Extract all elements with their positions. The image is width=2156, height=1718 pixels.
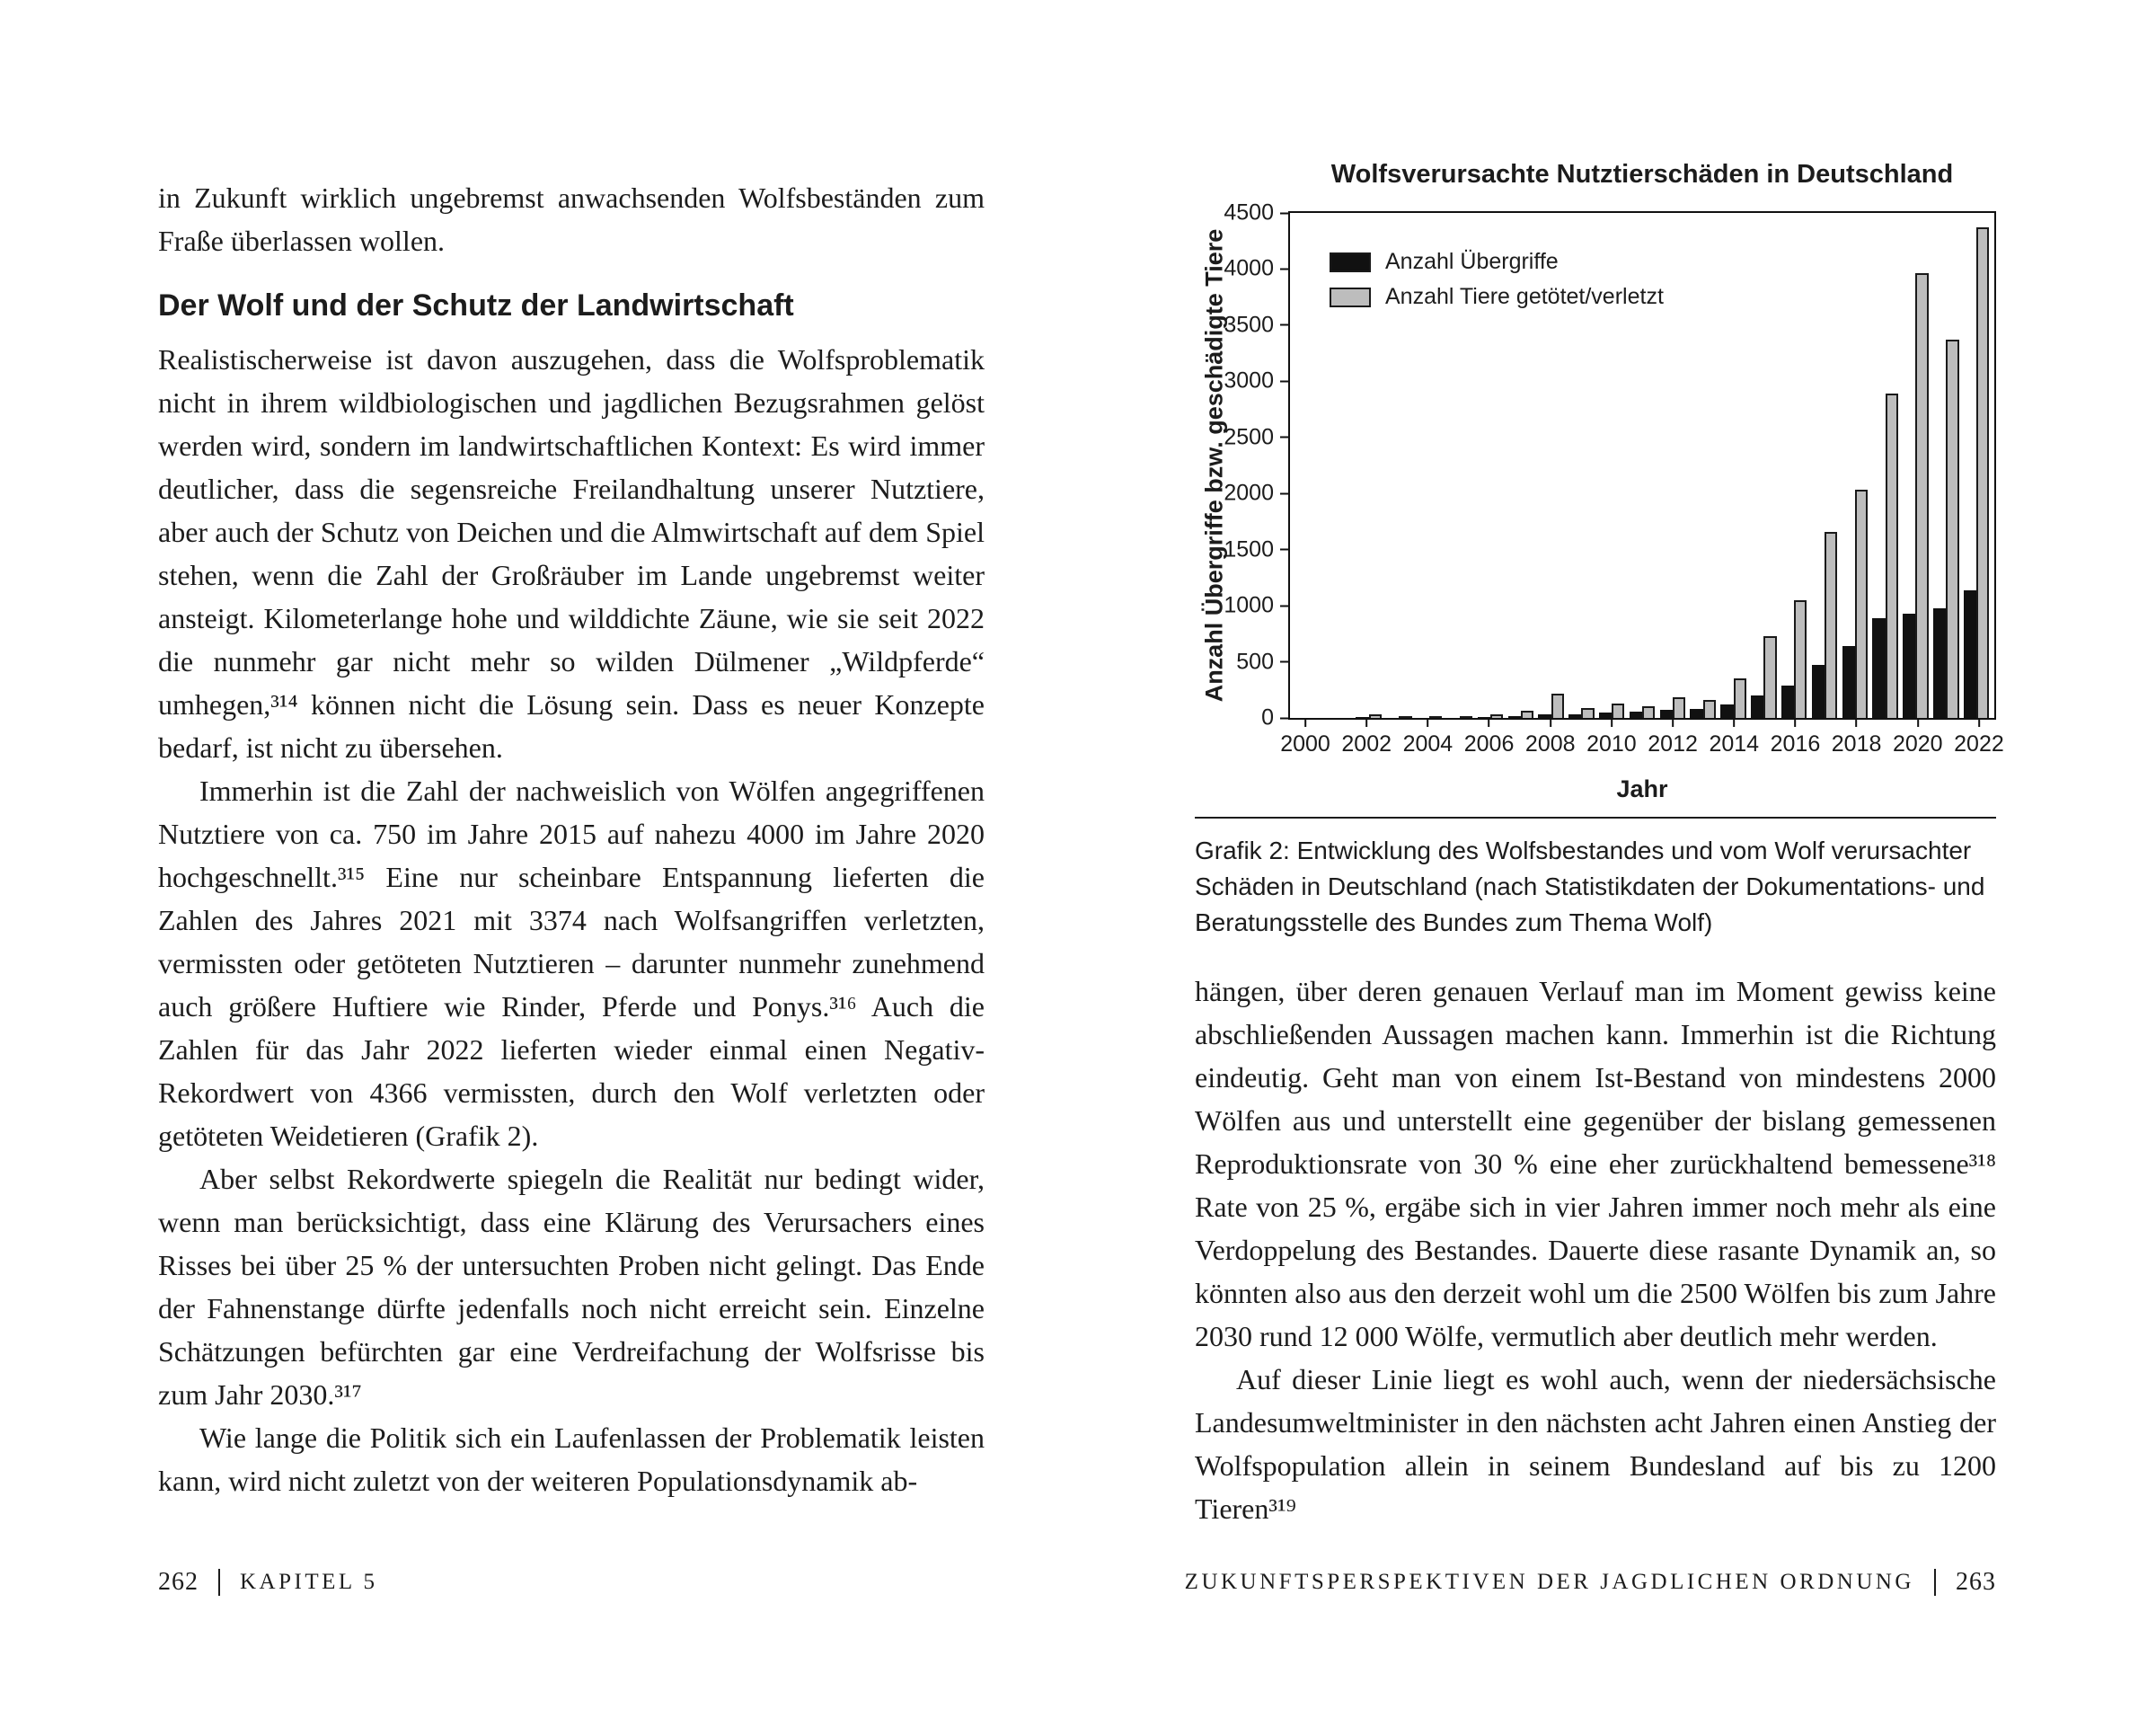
bar bbox=[1964, 590, 1976, 718]
y-tick-2000: 2000 bbox=[1220, 481, 1290, 507]
y-tick-1000: 1000 bbox=[1220, 593, 1290, 619]
x-tick-2012: 2012 bbox=[1648, 718, 1698, 757]
bar-group-2015 bbox=[1748, 213, 1779, 718]
bar-group-2022 bbox=[1961, 213, 1992, 718]
bar bbox=[1551, 694, 1564, 718]
bar bbox=[1855, 490, 1868, 718]
y-tick-2500: 2500 bbox=[1220, 424, 1290, 450]
bar bbox=[1781, 686, 1794, 718]
x-tick-2004: 2004 bbox=[1403, 718, 1454, 757]
page-footer-right bbox=[1185, 1568, 1996, 1597]
footer-divider bbox=[1934, 1569, 1936, 1596]
y-tick-1500: 1500 bbox=[1220, 536, 1290, 562]
running-title: ZUKUNFTSPERSPEKTIVEN DER JAGDLICHEN ORDNUNG bbox=[1184, 1570, 1914, 1594]
bar-group-2000 bbox=[1293, 213, 1323, 718]
paragraph: in Zukunft wirklich ungebremst anwachsenden Wolfsbeständen zum Fraße überlassen wollen. bbox=[158, 182, 985, 257]
bar bbox=[1703, 700, 1716, 718]
legend-item-animals bbox=[1330, 284, 1664, 310]
bar bbox=[1581, 708, 1594, 718]
section-heading: Der Wolf und der Schutz der Landwirtschaft bbox=[158, 288, 794, 323]
x-tick-2020: 2020 bbox=[1893, 718, 1943, 757]
bar-group-2019 bbox=[1870, 213, 1901, 718]
bar bbox=[1690, 709, 1702, 718]
bar-group-2016 bbox=[1779, 213, 1809, 718]
chapter-label: KAPITEL 5 bbox=[240, 1570, 378, 1594]
bar-group-2020 bbox=[1901, 213, 1931, 718]
bar bbox=[1825, 532, 1837, 718]
legend-label-attacks: Anzahl Übergriffe bbox=[1385, 249, 1559, 274]
bar bbox=[1720, 704, 1733, 718]
x-tick-2006: 2006 bbox=[1464, 718, 1515, 757]
chart-x-ticks bbox=[1280, 718, 2004, 765]
y-tick-4500: 4500 bbox=[1220, 200, 1290, 226]
y-tick-4000: 4000 bbox=[1220, 256, 1290, 282]
footer-divider bbox=[218, 1569, 220, 1596]
bar bbox=[1946, 340, 1958, 718]
bar bbox=[1521, 711, 1533, 718]
bar bbox=[1642, 706, 1655, 718]
left-page-column bbox=[158, 176, 985, 1502]
bar bbox=[1976, 227, 1989, 718]
legend-swatch-animals bbox=[1330, 288, 1371, 307]
bar-group-2021 bbox=[1931, 213, 1961, 718]
bar-group-2017 bbox=[1809, 213, 1840, 718]
chart-figure bbox=[1195, 160, 2004, 804]
legend-swatch-attacks bbox=[1330, 252, 1371, 272]
x-tick-2016: 2016 bbox=[1771, 718, 1821, 757]
bar-group-2013 bbox=[1688, 213, 1719, 718]
bar bbox=[1751, 695, 1763, 718]
bar bbox=[1660, 710, 1673, 718]
x-tick-2010: 2010 bbox=[1586, 718, 1637, 757]
bar bbox=[1933, 608, 1946, 718]
x-tick-2018: 2018 bbox=[1832, 718, 1882, 757]
paragraph: hängen, über deren genauen Verlauf man im Moment gewiss keine abschließenden Aussagen machen kann. Immerhin ist die Richtung eindeutig. Geht man von einem Ist-Bestand von mindestens 2000 Wölfen aus und unterstellt eine gegenüber der bislang gemessenen Reproduktionsrate von 30 % eine eher zurückhaltend bemessene³¹⁸ Rate von 25 %, ergäbe sich in vier Jahren immer noch mehr als eine Verdoppelung des Bestandes. Dauerte diese rasante Dynamik an, so könnten also aus den derzeit wohl um die 2500 Wölfen bis zum Jahre 2030 rund 12 000 Wölfe, vermutlich aber deutlich mehr werden. bbox=[1195, 975, 1996, 1352]
bar bbox=[1630, 712, 1642, 718]
bar bbox=[1903, 614, 1915, 718]
y-tick-500: 500 bbox=[1220, 649, 1290, 675]
paragraph: Wie lange die Politik sich ein Laufenlassen der Problematik leisten kann, wird nicht zuletzt von der weiteren Populationsdynamik ab- bbox=[158, 1421, 985, 1497]
right-page-column bbox=[1195, 160, 2004, 1530]
legend-label-animals: Anzahl Tiere getötet/verletzt bbox=[1385, 284, 1664, 309]
x-tick-2014: 2014 bbox=[1709, 718, 1759, 757]
chart-plot-outer bbox=[1200, 199, 2004, 804]
chart-legend bbox=[1330, 249, 1664, 310]
paragraph: Immerhin ist die Zahl der nachweislich von Wölfen angegriffenen Nutztiere von ca. 750 im Jahre 2015 auf nahezu 4000 im Jahre 2020 hochgeschnellt.³¹⁵ Eine nur scheinbare Entspannung lieferten die Zahlen des Jahres 2021 mit 3374 nach Wolfsangriffen verletzten, vermissten oder getöteten Nutztieren – darunter nunmehr zunehmend auch größere Huftiere wie Rinder, Pferde und Ponys.³¹⁶ Auch die Zahlen für das Jahr 2022 lieferten wieder einmal einen Negativ-Rekordwert von 4366 vermissten, durch den Wolf verletzten oder getöteten Weidetieren (Grafik 2). bbox=[158, 775, 985, 1152]
chart-plot bbox=[1200, 199, 2004, 757]
y-axis-label: Anzahl Übergriffe bzw. geschädigte Tiere bbox=[1200, 228, 1228, 703]
x-tick-2000: 2000 bbox=[1280, 718, 1330, 757]
bar bbox=[1734, 678, 1746, 718]
y-tick-0: 0 bbox=[1220, 705, 1290, 731]
bar bbox=[1612, 704, 1624, 718]
page-footer-left bbox=[158, 1568, 377, 1597]
page-number: 262 bbox=[158, 1568, 199, 1596]
bar-group-2018 bbox=[1840, 213, 1870, 718]
bar bbox=[1794, 600, 1807, 718]
bar bbox=[1812, 665, 1825, 718]
x-tick-2008: 2008 bbox=[1525, 718, 1576, 757]
paragraph: Auf dieser Linie liegt es wohl auch, wenn der niedersächsische Landesumweltminister in den nächsten acht Jahren einen Anstieg der Wolfspopulation allein in seinem Bundesland auf bis zu 1200 Tieren³¹⁹ bbox=[1195, 1363, 1996, 1525]
chart-title: Wolfsverursachte Nutztierschäden in Deutschland bbox=[1330, 160, 1954, 189]
bar bbox=[1842, 646, 1855, 718]
bar bbox=[1872, 618, 1885, 718]
paragraph: Aber selbst Rekordwerte spiegeln die Realität nur bedingt wider, wenn man berücksichtigt, dass eine Klärung des Verursachers eines Risses bei über 25 % der untersuchten Proben nicht gelingt. Das Ende der Fahnenstange dürfte jedenfalls noch nicht erreicht sein. Einzelne Schätzungen befürchten gar eine Verdreifachung der Wolfsrisse bis zum Jahr 2030.³¹⁷ bbox=[158, 1163, 985, 1411]
bar bbox=[1886, 394, 1898, 718]
legend-item-attacks bbox=[1330, 249, 1664, 275]
chart-caption: Grafik 2: Entwicklung des Wolfsbestandes und vom Wolf verursachter Schäden in Deutschland (nach Statistikdaten der Dokumentations- und Beratungsstelle des Bundes zum Thema Wolf) bbox=[1195, 817, 1996, 941]
y-tick-3500: 3500 bbox=[1220, 312, 1290, 338]
x-tick-2002: 2002 bbox=[1341, 718, 1392, 757]
right-body bbox=[1195, 970, 1996, 1530]
x-axis-label: Jahr bbox=[1616, 775, 1668, 802]
x-tick-2022: 2022 bbox=[1954, 718, 2004, 757]
bar bbox=[1915, 273, 1928, 718]
bar bbox=[1763, 636, 1776, 718]
bar-group-2014 bbox=[1719, 213, 1749, 718]
y-tick-3000: 3000 bbox=[1220, 368, 1290, 394]
bar bbox=[1673, 697, 1685, 718]
paragraph: Realistischerweise ist davon auszugehen, dass die Wolfsproblematik nicht in ihrem wildbiologischen und jagdlichen Bezugsrahmen gelöst werden wird, sondern im landwirtschaftlichen Kontext: Es wird immer deutlicher, dass die segensreiche Freilandhaltung unserer Nutztiere, aber auch der Schutz von Deichen und die Almwirtschaft auf dem Spiel stehen, wenn die Zahl der Großräuber im Lande ungebremst weiter ansteigt. Kilometerlange hohe und wilddichte Zäune, wie sie seit 2022 die nunmehr gar nicht mehr so wilden Dülmener „Wildpferde“ umhegen,³¹⁴ können nicht die Lösung sein. Dass es neuer Konzepte bedarf, ist nicht zu übersehen. bbox=[158, 343, 985, 764]
page-number: 263 bbox=[1956, 1568, 1996, 1596]
